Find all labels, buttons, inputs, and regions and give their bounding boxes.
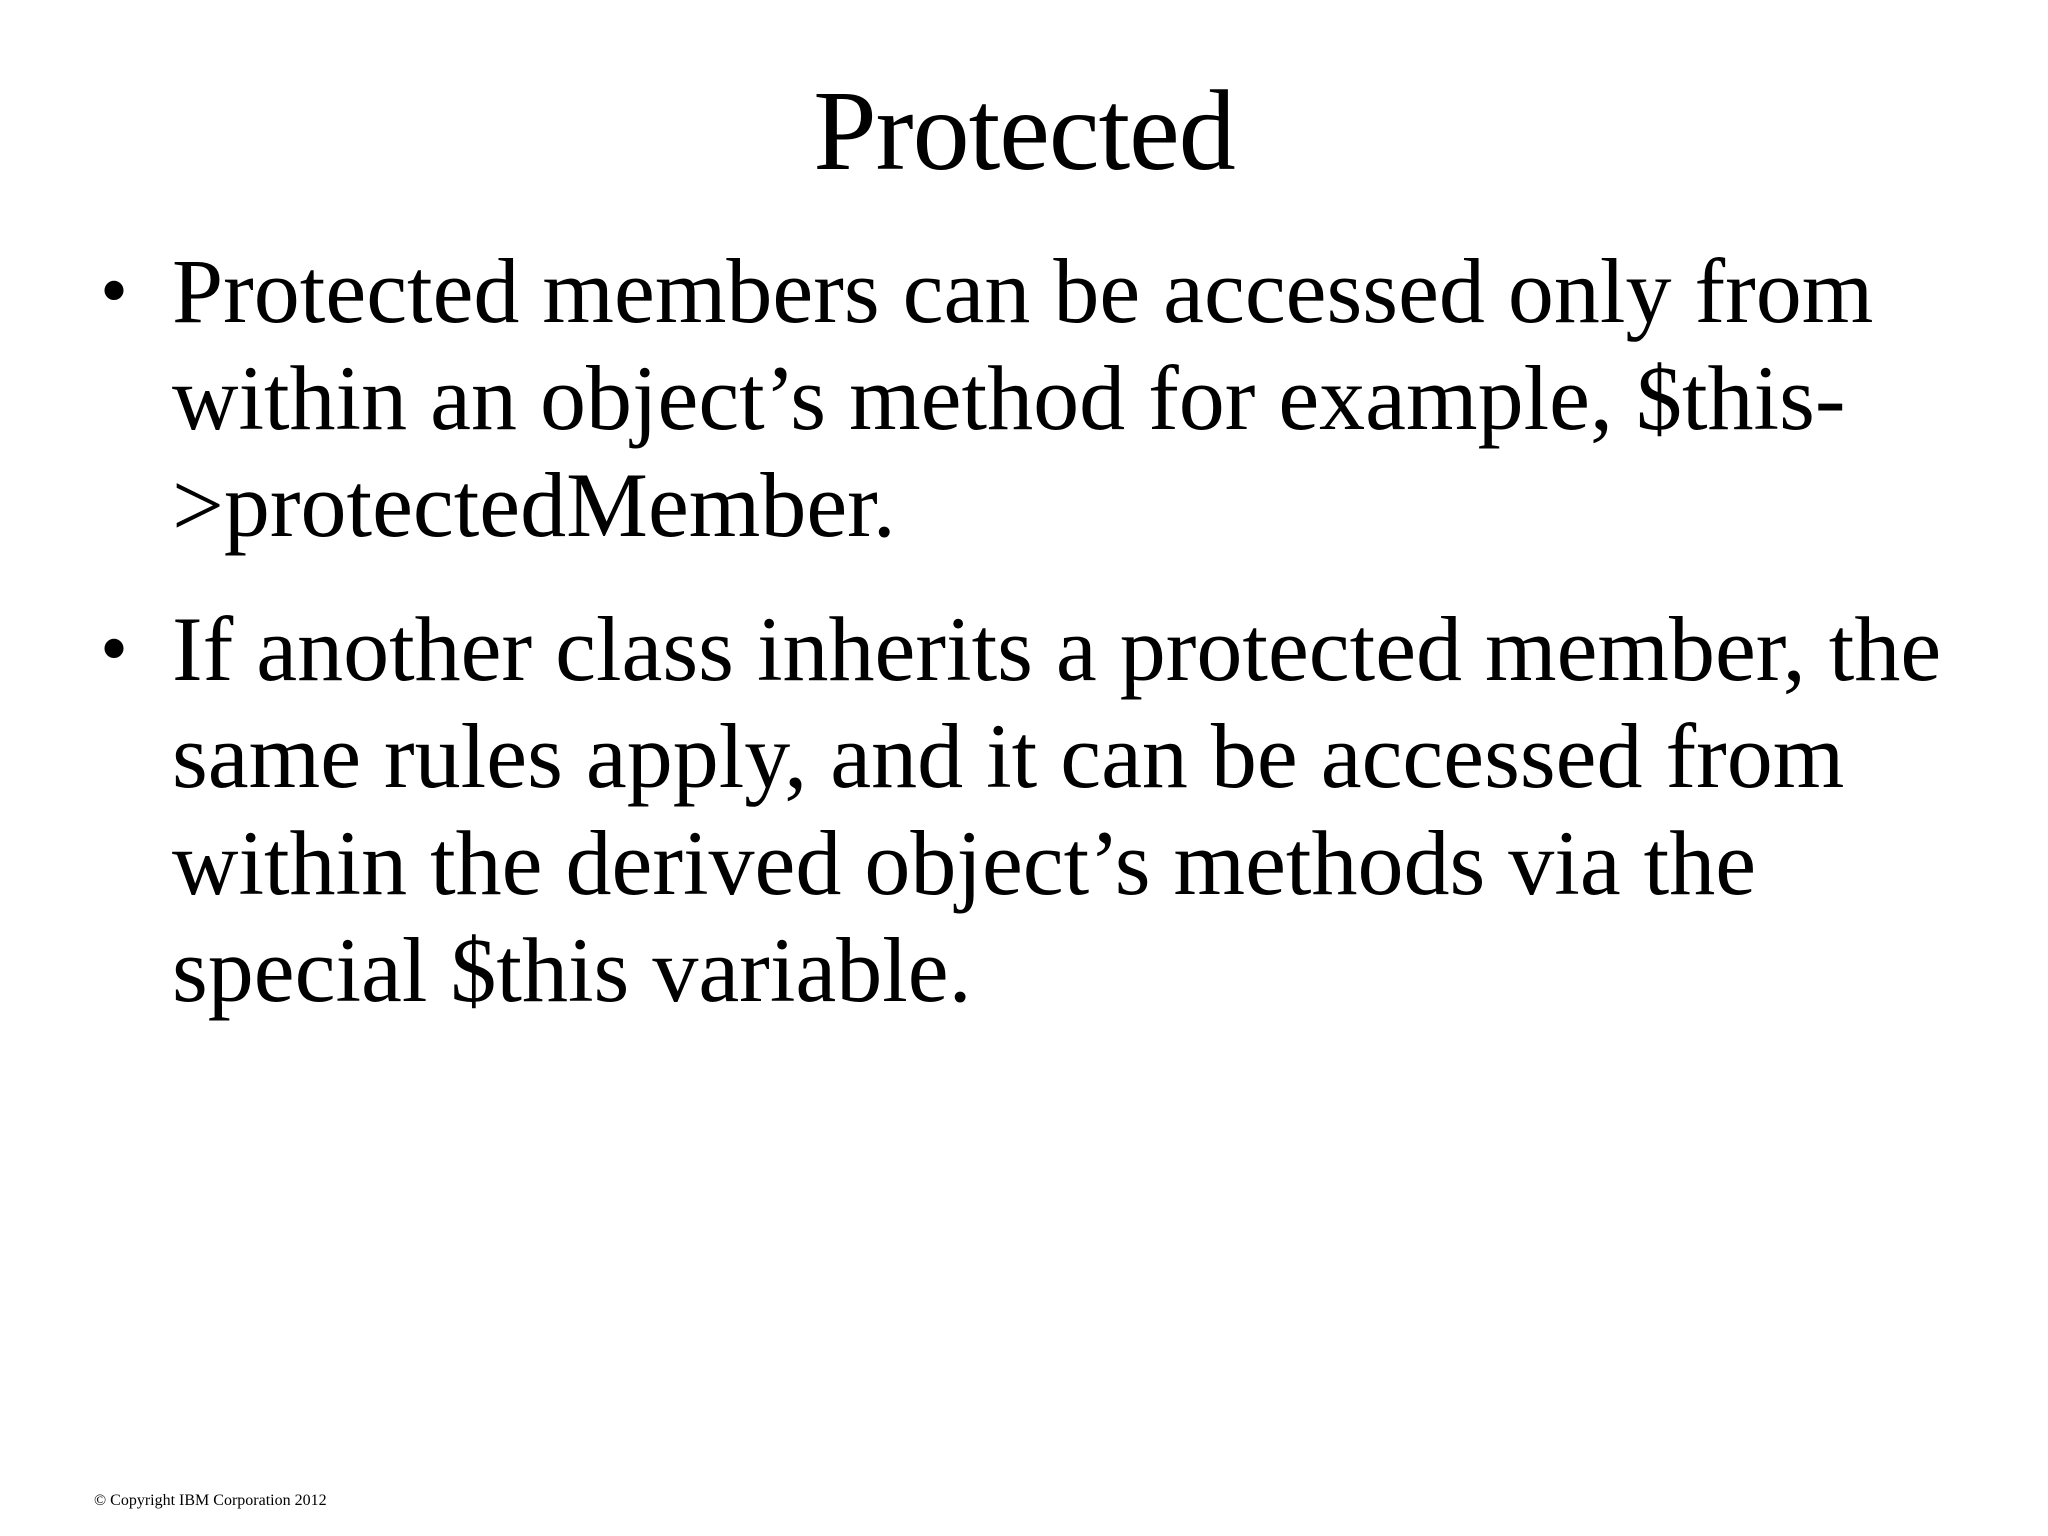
bullet-text: Protected members can be accessed only from within an object’s method for example, $this->protectedMember. <box>172 240 1874 556</box>
bullet-text: If another class inherits a protected member, the same rules apply, and it can be accessed from within the derived object’s methods via the special $this variable. <box>172 598 1942 1021</box>
slide-title: Protected <box>813 67 1235 194</box>
bullet-item-protected-access <box>100 238 1960 559</box>
footer-copyright: © Copyright IBM Corporation 2012 <box>94 1492 327 1509</box>
bullet-item-inheritance <box>100 596 1960 1024</box>
bullet-dot-icon: • <box>100 605 129 693</box>
bullet-list <box>100 238 1960 1061</box>
bullet-dot-icon: • <box>100 247 129 335</box>
